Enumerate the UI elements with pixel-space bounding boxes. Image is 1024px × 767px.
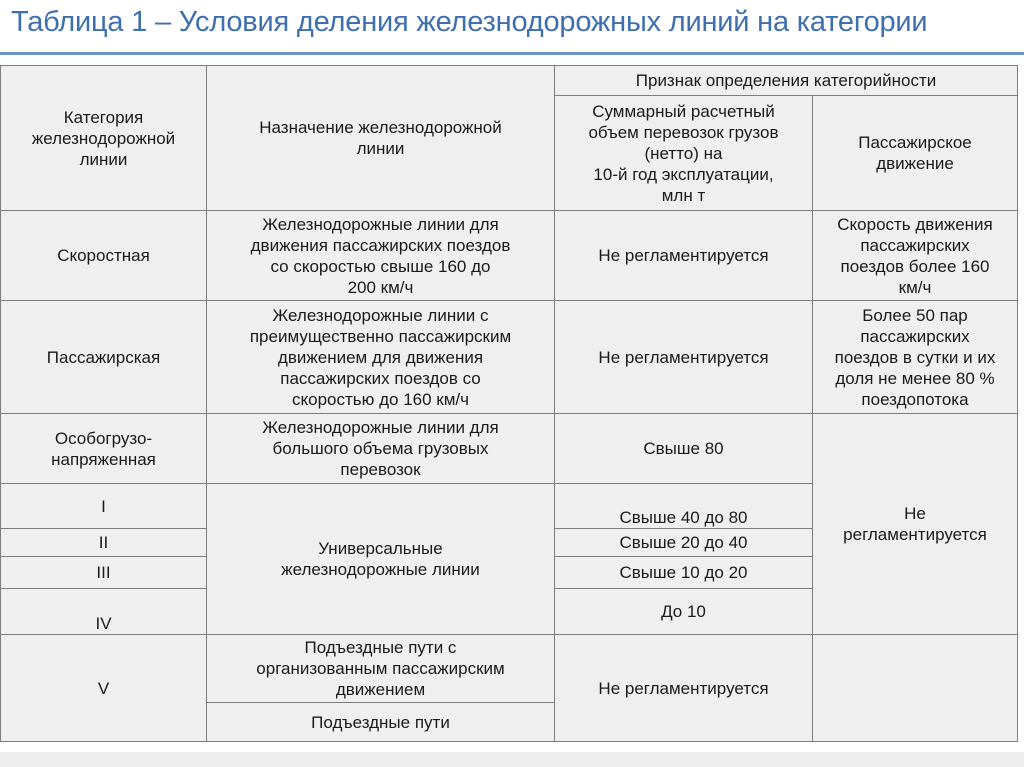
row-passenger: Более 50 пар пассажирских поездов в сутки и их доля не менее 80 % поездопотока	[813, 301, 1018, 414]
header-criteria: Признак определения категорийности	[555, 66, 1018, 96]
title-underline	[0, 52, 1024, 55]
row-freight: Свыше 40 до 80	[555, 484, 813, 529]
page-title: Таблица 1 – Условия деления железнодорожных линий на категории	[11, 6, 928, 38]
universal-lines-purpose: Универсальные железнодорожные линии	[207, 484, 555, 635]
row-freight: Не регламентируется	[555, 301, 813, 414]
header-freight-volume: Суммарный расчетный объем перевозок грузов (нетто) на 10-й год эксплуатации, млн т	[555, 96, 813, 211]
railway-categories-table	[0, 65, 1018, 742]
table-row	[1, 635, 1018, 703]
row-purpose: Железнодорожные линии для движения пассажирских поездов со скоростью свыше 160 до 200 км/ч	[207, 211, 555, 301]
row-category: Пассажирская	[1, 301, 207, 414]
row-freight: Свыше 80	[555, 414, 813, 484]
row-purpose: Железнодорожные линии для большого объема грузовых перевозок	[207, 414, 555, 484]
row-purpose: Подъездные пути с организованным пассажирским движением	[207, 635, 555, 703]
row-purpose: Железнодорожные линии с преимущественно пассажирским движением для движения пассажирских поездов со скоростью до 160 км/ч	[207, 301, 555, 414]
row-freight: Свыше 10 до 20	[555, 557, 813, 589]
row-freight: Не регламентируется	[555, 211, 813, 301]
header-purpose: Назначение железнодорожной линии	[207, 66, 555, 211]
bottom-band	[0, 752, 1024, 767]
row-category: IV	[1, 589, 207, 635]
row-freight: До 10	[555, 589, 813, 635]
passenger-not-regulated: Не регламентируется	[813, 414, 1018, 635]
row-category: III	[1, 557, 207, 589]
row-freight: Не регламентируется	[555, 635, 813, 742]
row-category: II	[1, 529, 207, 557]
row-freight: Свыше 20 до 40	[555, 529, 813, 557]
row-category: I	[1, 484, 207, 529]
header-passenger-traffic: Пассажирское движение	[813, 96, 1018, 211]
row-category: Особогрузо- напряженная	[1, 414, 207, 484]
table-row	[1, 414, 1018, 484]
header-category: Категория железнодорожной линии	[1, 66, 207, 211]
table-row	[1, 211, 1018, 301]
row-purpose: Подъездные пути	[207, 703, 555, 742]
row-category: V	[1, 635, 207, 742]
table-row	[1, 301, 1018, 414]
row-category: Скоростная	[1, 211, 207, 301]
row-passenger-empty	[813, 635, 1018, 742]
row-passenger: Скорость движения пассажирских поездов более 160 км/ч	[813, 211, 1018, 301]
